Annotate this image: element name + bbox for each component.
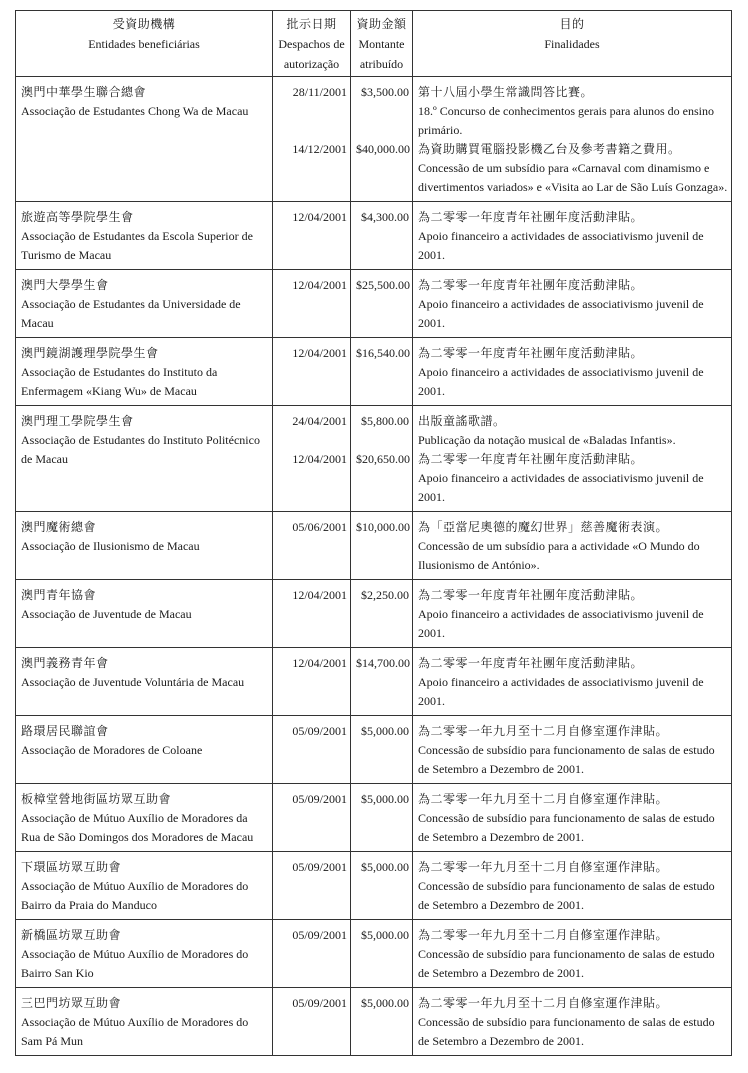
purpose-zh: 為二零零一年九月至十二月自修室運作津貼。: [418, 860, 669, 874]
grant-amount: $4,300.00: [361, 210, 409, 224]
entity-cell: [16, 784, 273, 852]
entity-name-pt: Associação de Juventude de Macau: [21, 607, 192, 621]
grant-amount: $16,540.00: [356, 346, 410, 360]
date-cell: [273, 406, 351, 512]
purpose-cell: [413, 852, 732, 920]
grant-amount: $3,500.00: [361, 85, 409, 99]
purpose-pt: 18.º Concurso de conhecimentos gerais para alunos do ensino primário.: [418, 104, 714, 137]
date-cell: [273, 270, 351, 338]
purpose-cell: [413, 338, 732, 406]
purpose-cell: [413, 270, 732, 338]
amount-cell: [351, 988, 413, 1056]
purpose-block: [418, 412, 728, 450]
grant-amount: $5,000.00: [361, 792, 409, 806]
date-cell: [273, 716, 351, 784]
grant-amount: $5,000.00: [361, 860, 409, 874]
purpose-cell: [413, 406, 732, 512]
purpose-zh: 為二零零一年度青年社團年度活動津貼。: [418, 210, 644, 224]
purpose-cell: [413, 920, 732, 988]
purpose-block: [418, 83, 728, 140]
date-cell: [273, 512, 351, 580]
header-date-pt-2: autorização: [283, 57, 340, 71]
grant-date: 05/09/2001: [292, 724, 347, 738]
purpose-zh: 為二零零一年九月至十二月自修室運作津貼。: [418, 928, 669, 942]
date-cell: [273, 784, 351, 852]
purpose-cell: [413, 716, 732, 784]
amount-cell: [351, 202, 413, 270]
purpose-block: [418, 518, 728, 575]
grant-amount: $5,000.00: [361, 724, 409, 738]
purpose-block: [418, 994, 728, 1051]
table-row: [16, 512, 732, 580]
entity-name-pt: Associação de Mútuo Auxílio de Moradores da Rua de São Domingos dos Moradores de Macau: [21, 811, 254, 844]
purpose-pt: Apoio financeiro a actividades de associativismo juvenil de 2001.: [418, 471, 704, 504]
date-cell: [273, 920, 351, 988]
purpose-pt: Concessão de subsídio para funcionamento de salas de estudo de Setembro a Dezembro de 2001.: [418, 1015, 715, 1048]
header-date-zh: 批示日期: [286, 17, 337, 31]
purpose-cell: [413, 512, 732, 580]
entity-name-pt: Associação de Estudantes do Instituto da Enfermagem «Kiang Wu» de Macau: [21, 365, 218, 398]
purpose-pt: Apoio financeiro a actividades de associativismo juvenil de 2001.: [418, 607, 704, 640]
table-row: [16, 920, 732, 988]
purpose-zh: 為二零零一年九月至十二月自修室運作津貼。: [418, 792, 669, 806]
purpose-pt: Concessão de um subsídio para a actividade «O Mundo do Ilusionismo de António».: [418, 539, 700, 572]
amount-cell: [351, 512, 413, 580]
table-row: [16, 202, 732, 270]
purpose-block: [418, 722, 728, 779]
purpose-block: [418, 208, 728, 265]
date-cell: [273, 77, 351, 202]
date-cell: [273, 580, 351, 648]
table-row: [16, 406, 732, 512]
table-row: [16, 270, 732, 338]
entity-name-pt: Associação de Mútuo Auxílio de Moradores do Bairro da Praia do Manduco: [21, 879, 249, 912]
purpose-zh: 為二零零一年度青年社團年度活動津貼。: [418, 452, 644, 466]
header-row: [16, 11, 732, 77]
table-body: [16, 77, 732, 1056]
purpose-block: [418, 586, 728, 643]
grant-amount: $10,000.00: [356, 520, 410, 534]
date-cell: [273, 852, 351, 920]
purpose-cell: [413, 784, 732, 852]
entity-cell: [16, 716, 273, 784]
grant-date: 28/11/2001: [292, 85, 347, 99]
entity-cell: [16, 988, 273, 1056]
grant-date: 24/04/2001: [292, 414, 347, 428]
entity-name-pt: Associação de Estudantes do Instituto Politécnico de Macau: [21, 433, 260, 466]
entity-cell: [16, 512, 273, 580]
table-row: [16, 580, 732, 648]
purpose-pt: Apoio financeiro a actividades de associativismo juvenil de 2001.: [418, 365, 704, 398]
date-cell: [273, 648, 351, 716]
header-entity-pt: Entidades beneficiárias: [88, 37, 200, 51]
grant-date: 12/04/2001: [292, 346, 347, 360]
header-date: [273, 11, 351, 77]
table-row: [16, 338, 732, 406]
grant-amount: $5,000.00: [361, 928, 409, 942]
grant-amount: $5,000.00: [361, 996, 409, 1010]
entity-cell: [16, 77, 273, 202]
purpose-block: [418, 790, 728, 847]
entity-name-pt: Associação de Ilusionismo de Macau: [21, 539, 200, 553]
entity-cell: [16, 920, 273, 988]
entity-name-zh: 澳門義務青年會: [21, 656, 109, 670]
entity-name-zh: 三巴門坊眾互助會: [21, 996, 122, 1010]
entity-cell: [16, 852, 273, 920]
header-purpose: [413, 11, 732, 77]
subsidy-table: [15, 10, 732, 1056]
date-cell: [273, 338, 351, 406]
purpose-block: [418, 858, 728, 915]
purpose-pt: Concessão de um subsídio para «Carnaval com dinamismo e divertimentos variados» e «Visita ao Lar de São Luís Gonzaga».: [418, 161, 728, 194]
purpose-pt: Concessão de subsídio para funcionamento de salas de estudo de Setembro a Dezembro de 2001.: [418, 879, 715, 912]
purpose-zh: 為「亞當尼奧德的魔幻世界」慈善魔術表演。: [418, 520, 669, 534]
amount-cell: [351, 852, 413, 920]
purpose-cell: [413, 77, 732, 202]
amount-cell: [351, 920, 413, 988]
header-amount-pt-1: Montante: [358, 37, 405, 51]
entity-name-pt: Associação de Estudantes da Escola Superior de Turismo de Macau: [21, 229, 253, 262]
grant-date: 12/04/2001: [292, 210, 347, 224]
table-row: [16, 784, 732, 852]
entity-name-zh: 新橋區坊眾互助會: [21, 928, 122, 942]
table-row: [16, 716, 732, 784]
purpose-block: [418, 654, 728, 711]
entity-name-zh: 下環區坊眾互助會: [21, 860, 122, 874]
purpose-pt: Apoio financeiro a actividades de associativismo juvenil de 2001.: [418, 229, 704, 262]
table-row: [16, 648, 732, 716]
entity-name-pt: Associação de Estudantes da Universidade de Macau: [21, 297, 241, 330]
purpose-zh: 為二零零一年度青年社團年度活動津貼。: [418, 278, 644, 292]
header-date-pt-1: Despachos de: [278, 37, 345, 51]
entity-cell: [16, 338, 273, 406]
grant-date: 05/09/2001: [292, 928, 347, 942]
purpose-cell: [413, 988, 732, 1056]
purpose-pt: Concessão de subsídio para funcionamento de salas de estudo de Setembro a Dezembro de 2001.: [418, 743, 715, 776]
entity-name-zh: 板樟堂營地街區坊眾互助會: [21, 792, 172, 806]
entity-cell: [16, 648, 273, 716]
amount-cell: [351, 716, 413, 784]
purpose-zh: 出版童謠歌譜。: [418, 414, 506, 428]
table-row: [16, 852, 732, 920]
grant-date: 12/04/2001: [292, 588, 347, 602]
grant-date: 12/04/2001: [292, 452, 347, 466]
grant-date: 05/09/2001: [292, 792, 347, 806]
header-amount-pt-2: atribuído: [359, 57, 404, 71]
entity-name-zh: 旅遊高等學院學生會: [21, 210, 134, 224]
purpose-zh: 為二零零一年九月至十二月自修室運作津貼。: [418, 996, 669, 1010]
header-amount: [351, 11, 413, 77]
amount-cell: [351, 270, 413, 338]
purpose-pt: Apoio financeiro a actividades de associativismo juvenil de 2001.: [418, 675, 704, 708]
purpose-pt: Concessão de subsídio para funcionamento de salas de estudo de Setembro a Dezembro de 2001.: [418, 811, 715, 844]
table-row: [16, 988, 732, 1056]
entity-cell: [16, 270, 273, 338]
grant-amount: $14,700.00: [356, 656, 410, 670]
date-cell: [273, 202, 351, 270]
header-purpose-zh: 目的: [559, 17, 585, 31]
purpose-zh: 為資助購買電腦投影機乙台及參考書籍之費用。: [418, 142, 681, 156]
grant-date: 05/09/2001: [292, 860, 347, 874]
entity-name-zh: 澳門大學學生會: [21, 278, 109, 292]
grant-amount: $20,650.00: [356, 452, 410, 466]
grant-date: 12/04/2001: [292, 656, 347, 670]
purpose-block: [418, 276, 728, 333]
purpose-cell: [413, 648, 732, 716]
amount-cell: [351, 580, 413, 648]
amount-cell: [351, 77, 413, 202]
purpose-pt: Concessão de subsídio para funcionamento de salas de estudo de Setembro a Dezembro de 2001.: [418, 947, 715, 980]
entity-name-pt: Associação de Juventude Voluntária de Macau: [21, 675, 245, 689]
amount-cell: [351, 784, 413, 852]
grant-amount: $40,000.00: [356, 142, 410, 156]
grant-date: 14/12/2001: [292, 142, 347, 156]
purpose-block: [418, 140, 728, 197]
entity-name-pt: Associação de Estudantes Chong Wa de Macau: [21, 104, 249, 118]
grant-date: 05/09/2001: [292, 996, 347, 1010]
date-cell: [273, 988, 351, 1056]
entity-name-zh: 路環居民聯誼會: [21, 724, 109, 738]
purpose-zh: 為二零零一年九月至十二月自修室運作津貼。: [418, 724, 669, 738]
purpose-pt: Publicação da notação musical de «Baladas Infantis».: [418, 433, 676, 447]
purpose-cell: [413, 580, 732, 648]
entity-cell: [16, 580, 273, 648]
entity-cell: [16, 406, 273, 512]
grant-amount: $2,250.00: [361, 588, 409, 602]
purpose-zh: 為二零零一年度青年社團年度活動津貼。: [418, 346, 644, 360]
purpose-zh: 為二零零一年度青年社團年度活動津貼。: [418, 656, 644, 670]
entity-name-pt: Associação de Mútuo Auxílio de Moradores do Sam Pá Mun: [21, 1015, 249, 1048]
amount-cell: [351, 648, 413, 716]
entity-name-pt: Associação de Moradores de Coloane: [21, 743, 203, 757]
purpose-cell: [413, 202, 732, 270]
purpose-zh: 第十八屆小學生常識問答比賽。: [418, 85, 594, 99]
entity-name-pt: Associação de Mútuo Auxílio de Moradores do Bairro San Kio: [21, 947, 249, 980]
purpose-pt: Apoio financeiro a actividades de associativismo juvenil de 2001.: [418, 297, 704, 330]
entity-name-zh: 澳門理工學院學生會: [21, 414, 134, 428]
header-entity: [16, 11, 273, 77]
purpose-zh: 為二零零一年度青年社團年度活動津貼。: [418, 588, 644, 602]
table-row: [16, 77, 732, 202]
grant-amount: $5,800.00: [361, 414, 409, 428]
entity-name-zh: 澳門魔術總會: [21, 520, 97, 534]
purpose-block: [418, 344, 728, 401]
amount-cell: [351, 406, 413, 512]
amount-cell: [351, 338, 413, 406]
purpose-block: [418, 926, 728, 983]
header-purpose-pt: Finalidades: [544, 37, 600, 51]
purpose-block: [418, 450, 728, 507]
entity-name-zh: 澳門中華學生聯合總會: [21, 85, 147, 99]
grant-date: 12/04/2001: [292, 278, 347, 292]
header-amount-zh: 資助金額: [356, 17, 407, 31]
entity-name-zh: 澳門青年協會: [21, 588, 97, 602]
entity-name-zh: 澳門鏡湖護理學院學生會: [21, 346, 159, 360]
grant-amount: $25,500.00: [356, 278, 410, 292]
grant-date: 05/06/2001: [292, 520, 347, 534]
entity-cell: [16, 202, 273, 270]
header-entity-zh: 受資助機構: [112, 17, 176, 31]
